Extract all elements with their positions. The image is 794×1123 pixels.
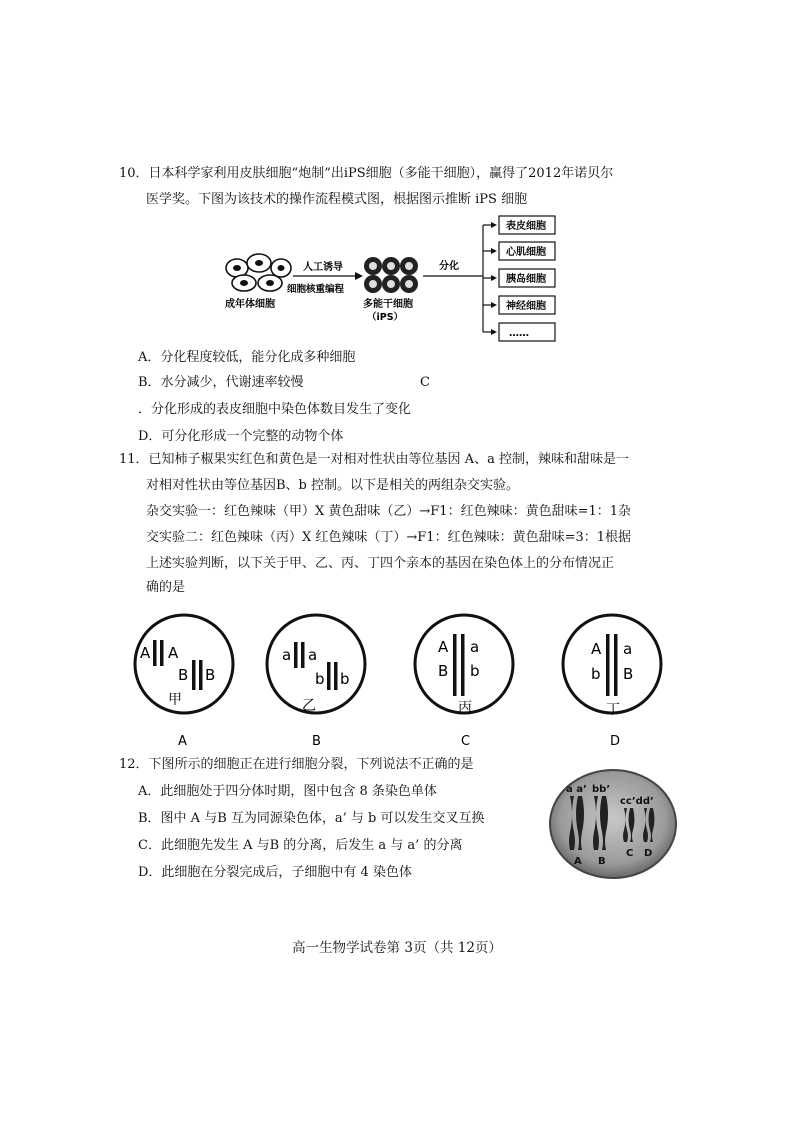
photo-label-aa: a a’ [566, 784, 587, 795]
yi-name: 乙 [302, 698, 316, 714]
arrow-bottom-label: 细胞核重编程 [287, 284, 345, 295]
yi-label-2: a [308, 646, 318, 664]
output-neuron: 神经细胞 [506, 301, 546, 312]
photo-label-bb: bb’ [592, 784, 611, 795]
bing-label-3: B [438, 662, 449, 680]
ding-label-4: B [623, 665, 634, 683]
q10-option-c-letter: C [420, 375, 430, 390]
differentiate-label: 分化 [439, 261, 459, 272]
jia-label-2: A [168, 644, 179, 662]
q10-option-c-text: ．分化形成的表皮细胞中染色体数目发生了变化 [138, 402, 412, 417]
yi-label-3: b [315, 670, 325, 688]
cell-option-c: C [461, 734, 471, 749]
q12-option-a: A．此细胞处于四分体时期，图中包含 8 条染色单体 [138, 784, 437, 799]
yi-label-1: a [282, 646, 292, 664]
q10-flow-diagram [215, 212, 565, 347]
output-islet: 胰岛细胞 [506, 274, 546, 285]
q10-option-a: A．分化程度较低，能分化成多种细胞 [138, 350, 356, 365]
cell-option-d: D [610, 734, 621, 749]
adult-cell-label: 成年体细胞 [225, 299, 275, 310]
bing-name: 丙 [458, 700, 472, 716]
q12-cell-photo [548, 768, 678, 880]
q11-line2: 对相对性状由等位基因B、b 控制。以下是相关的两组杂交实验。 [146, 478, 520, 493]
photo-label-ccdd: cc’dd’ [620, 796, 654, 807]
q11-line3: 杂交实验一：红色辣味（甲）X 黄色甜味（乙）→F1：红色辣味：黄色甜味=1：1杂 [146, 504, 632, 519]
photo-label-d: D [644, 848, 653, 859]
q11-line6: 确的是 [146, 580, 186, 595]
q11-line5: 上述实验判断，以下关于甲、乙、丙、丁四个亲本的基因在染色体上的分布情况正 [146, 556, 615, 571]
photo-label-a: A [574, 856, 582, 867]
ding-label-2: a [623, 640, 633, 658]
output-ellipsis: …… [509, 328, 529, 339]
photo-label-c: C [626, 848, 634, 859]
photo-label-b: B [598, 856, 606, 867]
jia-name: 甲 [168, 692, 182, 708]
ding-name: 丁 [606, 702, 620, 718]
q11-cell-diagrams [120, 612, 680, 752]
q12-option-b: B．图中 A 与B 互为同源染色体，a’ 与 b 可以发生交叉互换 [138, 811, 485, 826]
ding-label-3: b [591, 665, 601, 683]
ding-label-1: A [591, 640, 602, 658]
ips-name-label: 多能干细胞 [363, 299, 413, 310]
bing-label-2: a [470, 638, 480, 656]
q11-line1: 11．已知柿子椒果实红色和黄色是一对相对性状由等位基因 A、a 控制，辣味和甜味是一 [119, 452, 629, 467]
arrow-top-label: 人工诱导 [303, 262, 343, 273]
q12-stem: 12．下图所示的细胞正在进行细胞分裂，下列说法不正确的是 [119, 757, 474, 772]
jia-label-3: B [178, 666, 189, 684]
cell-option-b: B [312, 734, 321, 749]
jia-label-4: B [205, 666, 216, 684]
q10-option-d: D．可分化形成一个完整的动物个体 [138, 429, 344, 444]
output-epidermis: 表皮细胞 [506, 221, 546, 232]
output-cardiomyocyte: 心肌细胞 [506, 247, 546, 258]
ips-abbr-label: （iPS） [367, 312, 404, 323]
q10-stem-line1: 10．日本科学家利用皮肤细胞“炮制”出iPS细胞（多能干细胞），赢得了2012年诺贝尔 [119, 166, 614, 181]
adult-cell-cluster [226, 254, 291, 291]
jia-label-1: A [140, 644, 151, 662]
cell-jia [135, 615, 233, 713]
cell-option-a: A [178, 734, 187, 749]
ips-cell-cluster [364, 257, 418, 293]
q12-option-d: D．此细胞在分裂完成后，子细胞中有 4 染色体 [138, 865, 412, 880]
cell-bing [415, 615, 513, 716]
q10-stem-line2: 医学奖。下图为该技术的操作流程模式图，根据图示推断 iPS 细胞 [146, 192, 528, 207]
bing-label-1: A [438, 638, 449, 656]
cell-ding [563, 615, 661, 718]
bing-label-4: b [470, 662, 480, 680]
cell-yi [267, 615, 365, 714]
q12-option-c: C．此细胞先发生 A 与B 的分离，后发生 a 与 a’ 的分离 [138, 838, 463, 853]
q10-option-b: B．水分减少，代谢速率较慢 [138, 375, 304, 390]
q11-line4: 交实验二：红色辣味（丙）X 红色辣味（丁）→F1：红色辣味：黄色甜味=3：1根据 [146, 530, 632, 545]
yi-label-4: b [340, 670, 350, 688]
page-footer: 高一生物学试卷第 3页（共 12页） [292, 940, 502, 956]
